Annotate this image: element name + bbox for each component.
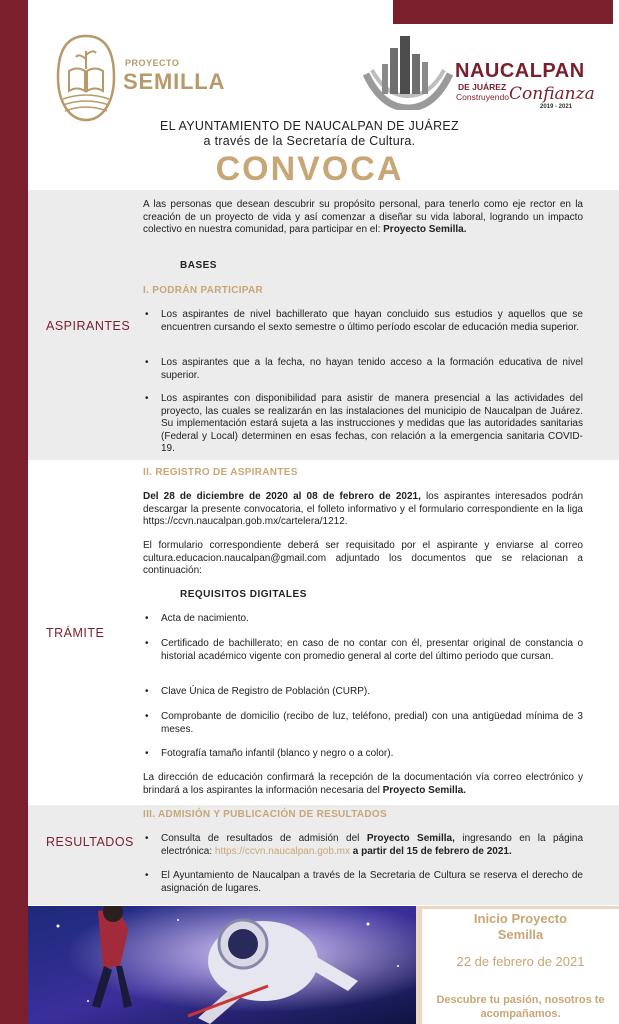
page-title: CONVOCA	[215, 150, 404, 188]
logo-big-text: SEMILLA	[123, 69, 226, 94]
bases-heading: BASES	[180, 260, 217, 271]
resultados-b1-end: a partir del 15 de febrero de 2021.	[350, 845, 512, 857]
resultados-link[interactable]: https://ccvn.naucalpan.gob.mx	[214, 845, 350, 857]
registro-paragraph-1	[143, 491, 583, 529]
book-seed-icon	[55, 33, 117, 123]
logo-construyendo-text: Construyendo	[456, 92, 509, 102]
logo-small-text: PROYECTO	[125, 58, 180, 68]
proyecto-semilla-logo	[55, 33, 235, 123]
intro-project: Proyecto Semilla.	[383, 224, 467, 235]
header-line-2: a través de la Secretaría de Cultura.	[203, 134, 416, 148]
requisito-4: • Comprobante de domicilio (recibo de luz, teléfono, predial) con una antigüedad mínima de 3 meses.	[143, 711, 583, 736]
aspirantes-bullet-1: • Los aspirantes de nivel bachillerato que hayan concluido sus estudios y aquellos que se encuentren cursando el sexto semestre o último período escolar de educación media superior.	[143, 309, 583, 334]
requisito-5: • Fotografía tamaño infantil (blanco y negro o a color).	[143, 748, 583, 761]
requisito-1: • Acta de nacimiento.	[143, 613, 583, 626]
info-date: 22 de febrero de 2021	[456, 954, 585, 969]
requisitos-heading: REQUISITOS DIGITALES	[180, 589, 307, 600]
label-aspirantes: ASPIRANTES	[46, 319, 131, 333]
registro-dates: Del 28 de diciembre de 2020 al 08 de febrero de 2021,	[143, 491, 421, 502]
illustration-art	[28, 906, 416, 1024]
logo-confianza-text: Confianza	[509, 84, 595, 104]
intro-text: A las personas que desean descubrir su propósito personal, para tenerlo como eje rector en la creación de un proyecto de vida y así comenzar a diseñar su vida laboral, logrando un impacto colectivo en nuestra comunidad, para participar en el:	[143, 199, 583, 235]
info-slogan: Descubre tu pasión, nosotros te acompañamos.	[436, 994, 605, 1020]
resultados-b1-mid: ingresando en la página electrónica:	[161, 833, 584, 857]
resultados-bullet-2: • El Ayuntamiento de Naucalpan a través de la Secretaria de Cultura se reserva el derecho de asignación de lugares.	[143, 870, 583, 895]
info-box	[416, 906, 619, 1024]
registro-text: los aspirantes interesados podrán descargar la presente convocatoria, el folleto informativo y el formulario correspondiente en la liga https://ccvn.naucalpan.gob.mx/cartelera/1212.	[143, 491, 584, 527]
header-line-1: EL AYUNTAMIENTO DE NAUCALPAN DE JUÁREZ	[160, 119, 459, 133]
logo-naucalpan-text: NAUCALPAN	[455, 60, 585, 82]
registro-paragraph-2: El formulario correspondiente deberá ser requisitado por el aspirante y enviarse al correo cultura.educacion.naucalpan@gmail.com adjuntado los documentos que se relacionan a continuación:	[143, 540, 583, 576]
label-resultados: RESULTADOS	[46, 835, 134, 849]
astronaut-illustration	[28, 906, 416, 1024]
closing-project: Proyecto Semilla.	[382, 784, 466, 796]
info-title: Inicio Proyecto Semilla	[473, 911, 568, 942]
label-tramite: TRÁMITE	[46, 626, 105, 640]
section3-title: III. ADMISIÓN Y PUBLICACIÓN DE RESULTADOS	[143, 809, 387, 820]
requisito-3: • Clave Única de Registro de Población (CURP).	[143, 686, 583, 699]
resultados-b1-project: Proyecto Semilla,	[366, 833, 455, 844]
aspirantes-bullet-2: • Los aspirantes que a la fecha, no hayan tenido acceso a la formación educativa de nivel superior.	[143, 357, 583, 382]
closing-text: La dirección de educación confirmará la recepción de la documentación vía correo electrónico y brindará a los aspirantes la información necesaria del	[143, 772, 583, 796]
resultados-bullet-1	[143, 833, 583, 858]
aspirantes-bullet-3: • Los aspirantes con disponibilidad para asistir de manera presencial a las actividades del proyecto, las cuales se realizarán en las instalaciones del municipio de Naucalpan de Juárez. Su implementación estará sujeta a las instrucciones y medidas que las autoridades sanitarias (Federal y Local) determinen en esas fechas, con relación a la emergencia sanitaria COVID-19.	[143, 393, 583, 456]
section1-title: I. PODRÁN PARTICIPAR	[143, 285, 264, 296]
logo-years-text: 2019 - 2021	[540, 104, 573, 110]
section2-title: II. REGISTRO DE ASPIRANTES	[143, 467, 298, 478]
logo-dejuarez-text: DE JUÁREZ	[458, 82, 507, 92]
closing-paragraph	[143, 772, 583, 797]
intro-paragraph	[143, 199, 583, 237]
top-accent-bar	[393, 0, 613, 24]
city-hands-icon	[362, 30, 454, 110]
naucalpan-logo	[362, 30, 595, 115]
resultados-b1-pre: Consulta de resultados de admisión del	[161, 833, 360, 844]
requisito-2: • Certificado de bachillerato; en caso de no contar con él, presentar original de constancia o historial académico vigente con promedio general al corte del último periodo que cursan.	[143, 638, 583, 663]
